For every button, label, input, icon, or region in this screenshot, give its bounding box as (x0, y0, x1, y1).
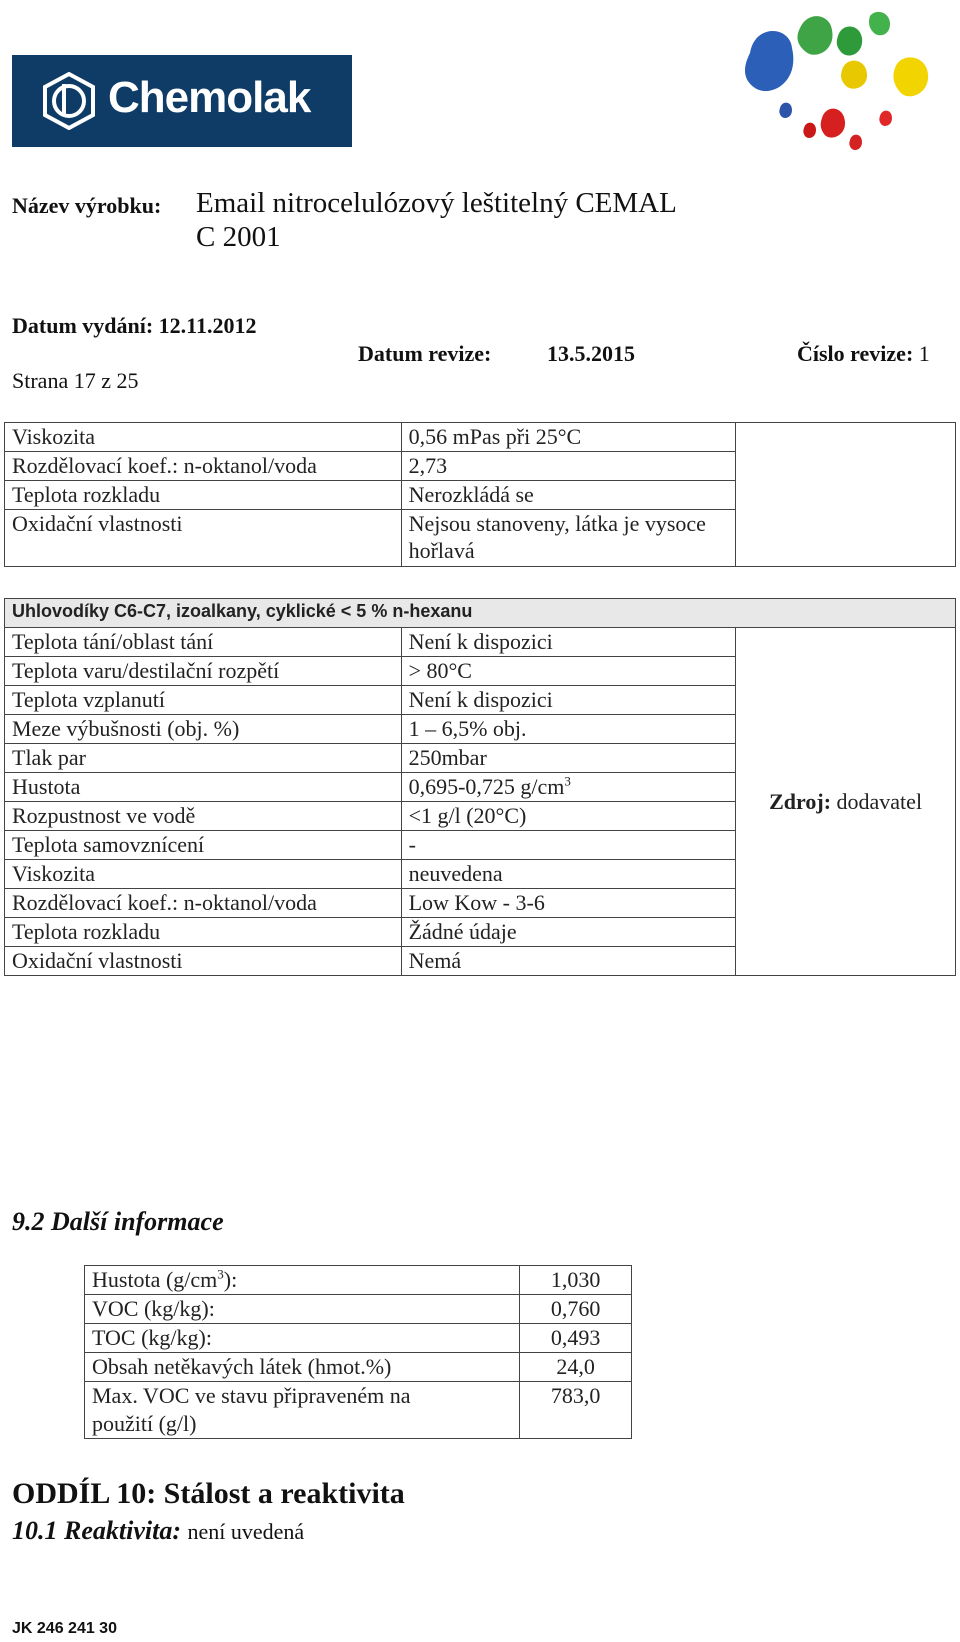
property-value: Není k dispozici (401, 628, 736, 657)
section-10-1 (12, 1516, 304, 1546)
table-row (85, 1324, 632, 1353)
property-label: Teplota varu/destilační rozpětí (5, 657, 402, 686)
info-value: 0,760 (520, 1295, 632, 1324)
source-value: dodavatel (836, 789, 923, 814)
property-label: Teplota samovznícení (5, 831, 402, 860)
property-label: Teplota rozkladu (5, 481, 402, 510)
property-label: Teplota vzplanutí (5, 686, 402, 715)
property-label: Viskozita (5, 860, 402, 889)
property-value: 0,56 mPas při 25°C (401, 423, 736, 452)
table-row (85, 1266, 632, 1295)
property-value: neuvedena (401, 860, 736, 889)
product-name-line2: C 2001 (196, 221, 281, 253)
logo-wordmark: Chemolak (108, 73, 311, 122)
info-label: VOC (kg/kg): (85, 1295, 520, 1324)
additional-info-table (84, 1265, 632, 1439)
page-number: Strana 17 z 25 (12, 368, 139, 393)
property-value: - (401, 831, 736, 860)
density-label-pre: Hustota (g/cm (92, 1267, 218, 1292)
table-row (85, 1295, 632, 1324)
property-label: Meze výbušnosti (obj. %) (5, 715, 402, 744)
property-label: Hustota (5, 773, 402, 802)
density-label-post: ): (223, 1267, 238, 1292)
property-value: Není k dispozici (401, 686, 736, 715)
issue-date: Datum vydání: 12.11.2012 (12, 313, 257, 338)
property-value: Žádné údaje (401, 918, 736, 947)
table-row (5, 628, 956, 657)
property-value: Nejsou stanoveny, látka je vysoce hořlavá (401, 510, 736, 567)
chemolak-logo-icon (40, 72, 98, 130)
info-label: Obsah netěkavých látek (hmot.%) (85, 1353, 520, 1382)
table-row (5, 423, 956, 452)
company-logo (12, 55, 352, 147)
table-row (85, 1382, 632, 1439)
property-label: Rozdělovací koef.: n-oktanol/voda (5, 889, 402, 918)
revision-number-value: 1 (918, 341, 930, 366)
properties-table-2 (4, 598, 956, 976)
property-value: <1 g/l (20°C) (401, 802, 736, 831)
table-row (85, 1353, 632, 1382)
property-label: Oxidační vlastnosti (5, 510, 402, 567)
property-label: Tlak par (5, 744, 402, 773)
property-label: Viskozita (5, 423, 402, 452)
info-value: 24,0 (520, 1353, 632, 1382)
section-10-heading: ODDÍL 10: Stálost a reaktivita (12, 1477, 405, 1510)
property-value: 250mbar (401, 744, 736, 773)
property-label: Oxidační vlastnosti (5, 947, 402, 976)
info-label: Max. VOC ve stavu připraveném na použití (g/l) (85, 1382, 520, 1439)
density-unit-exponent: 3 (564, 773, 571, 789)
info-label: TOC (kg/kg): (85, 1324, 520, 1353)
substance-heading: Uhlovodíky C6-C7, izoalkany, cyklické < 5 % n-hexanu (5, 599, 956, 628)
revision-date: 13.5.2015 (547, 341, 635, 366)
property-label: Teplota tání/oblast tání (5, 628, 402, 657)
revision-number-label: Číslo revize: (797, 341, 914, 366)
section-9-2-heading: 9.2 Další informace (12, 1207, 224, 1236)
revision-date-label: Datum revize: (358, 341, 492, 366)
info-value: 1,030 (520, 1266, 632, 1295)
properties-table-1 (4, 422, 956, 567)
density-label-exponent: 3 (217, 1266, 224, 1282)
property-value: Nerozkládá se (401, 481, 736, 510)
reactivity-label: 10.1 Reaktivita: (12, 1516, 181, 1545)
property-value: > 80°C (401, 657, 736, 686)
property-label: Rozdělovací koef.: n-oktanol/voda (5, 452, 402, 481)
source-cell (736, 628, 956, 976)
document-code: JK 246 241 30 (12, 1620, 117, 1637)
source-label: Zdroj: (769, 789, 832, 814)
property-value: Low Kow - 3-6 (401, 889, 736, 918)
reactivity-value: není uvedená (187, 1519, 305, 1544)
color-drops-graphic (730, 8, 955, 163)
info-value: 0,493 (520, 1324, 632, 1353)
product-label: Název výrobku: (12, 193, 162, 218)
property-value: 1 – 6,5% obj. (401, 715, 736, 744)
product-name-line1: Email nitrocelulózový leštitelný CEMAL (196, 187, 677, 219)
property-value: Nemá (401, 947, 736, 976)
info-label (85, 1266, 520, 1295)
property-value: 2,73 (401, 452, 736, 481)
property-label: Teplota rozkladu (5, 918, 402, 947)
info-value: 783,0 (520, 1382, 632, 1439)
empty-cell (736, 423, 956, 567)
revision-number (797, 341, 930, 367)
density-value: 0,695-0,725 g/cm (408, 774, 565, 799)
property-value (401, 773, 736, 802)
property-label: Rozpustnost ve vodě (5, 802, 402, 831)
